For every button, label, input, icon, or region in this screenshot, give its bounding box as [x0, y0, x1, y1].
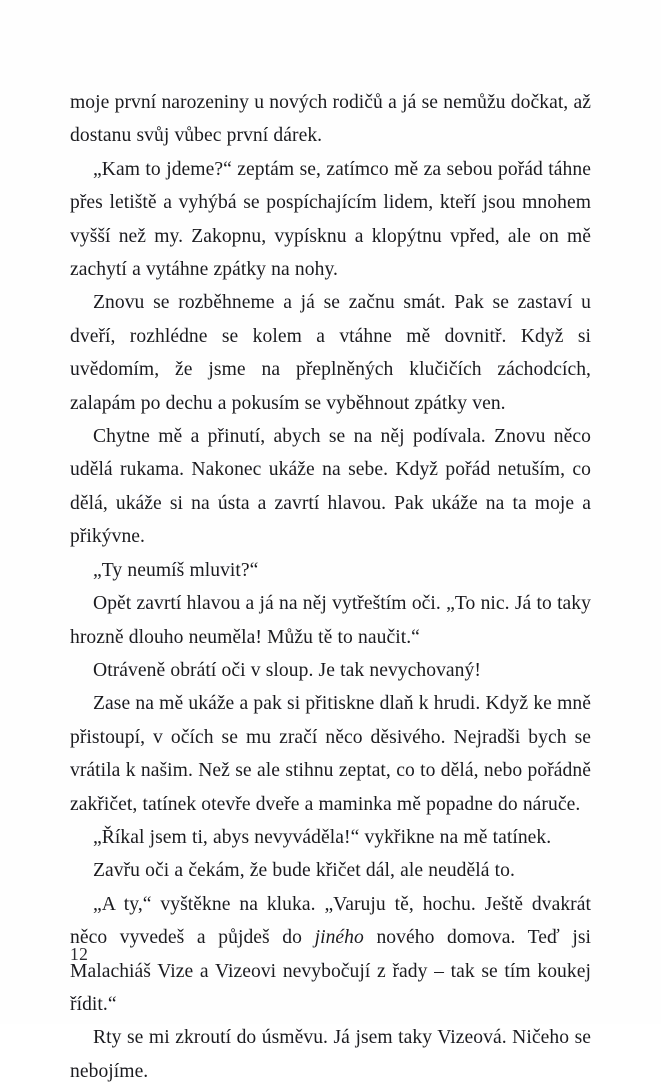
paragraph-segment: „A ty,“ vyštěkne na kluka. „Varuju tě, hochu. Ještě dvakrát něco vyvedeš a půjdeš do: [70, 893, 591, 949]
paragraph: Opět zavrtí hlavou a já na něj vytřeštím oči. „To nic. Já to taky hrozně dlouho neuměla! Můžu tě to naučit.“: [70, 593, 591, 648]
paragraph: „Říkal jsem ti, abys nevyváděla!“ vykřikne na mě tatínek.: [93, 826, 552, 848]
paragraph: moje první narozeniny u nových rodičů a já se nemůžu dočkat, až dostanu svůj vůbec první dárek.: [70, 92, 591, 147]
page-number: 12: [70, 944, 89, 964]
paragraph: Chytne mě a přinutí, abych se na něj podívala. Znovu něco udělá rukama. Nakonec ukáže na sebe. Když pořád netuším, co dělá, ukáže si na ústa a zavrtí hlavou. Pak ukáže na ta moje a přikývne.: [70, 426, 591, 548]
paragraph: Otráveně obrátí oči v sloup. Je tak nevychovaný!: [93, 659, 481, 681]
paragraph: Zavřu oči a čekám, že bude křičet dál, ale neudělá to.: [93, 860, 515, 882]
paragraph-segment: nového domova. Teď jsi Malachiáš Vize a Vizeovi nevybočují z řady – tak se tím koukej řídit.“: [70, 927, 591, 1015]
page-text-block: [70, 86, 591, 1088]
paragraph: Rty se mi zkroutí do úsměvu. Já jsem taky Vizeová. Ničeho se nebojíme.: [70, 1027, 591, 1082]
paragraph: Zase na mě ukáže a pak si přitiskne dlaň k hrudi. Když ke mně přistoupí, v očích se mu zračí něco děsivého. Nejradši bych se vrátila k našim. Než se ale stihnu zeptat, co to dělá, nebo pořádně zakřičet, tatínek otevře dveře a maminka mě popadne do náruče.: [70, 693, 591, 815]
paragraph: Znovu se rozběhneme a já se začnu smát. Pak se zastaví u dveří, rozhlédne se kolem a vtáhne mě dovnitř. Když si uvědomím, že jsme na přeplněných klučičích záchodcích, zalapám po dechu a pokusím se vyběhnout zpátky ven.: [70, 292, 591, 414]
paragraph: „Kam to jdeme?“ zeptám se, zatímco mě za sebou pořád táhne přes letiště a vyhýbá se pospíchajícím lidem, kteří jsou mnohem vyšší než my. Zakopnu, vypísknu a klopýtnu vpřed, ale on mě zachytí a vytáhne zpátky na nohy.: [70, 158, 591, 281]
paragraph-with-emphasis: [70, 888, 591, 1022]
paragraph: „Ty neumíš mluvit?“: [93, 559, 259, 581]
emphasized-word: jiného: [314, 927, 364, 949]
